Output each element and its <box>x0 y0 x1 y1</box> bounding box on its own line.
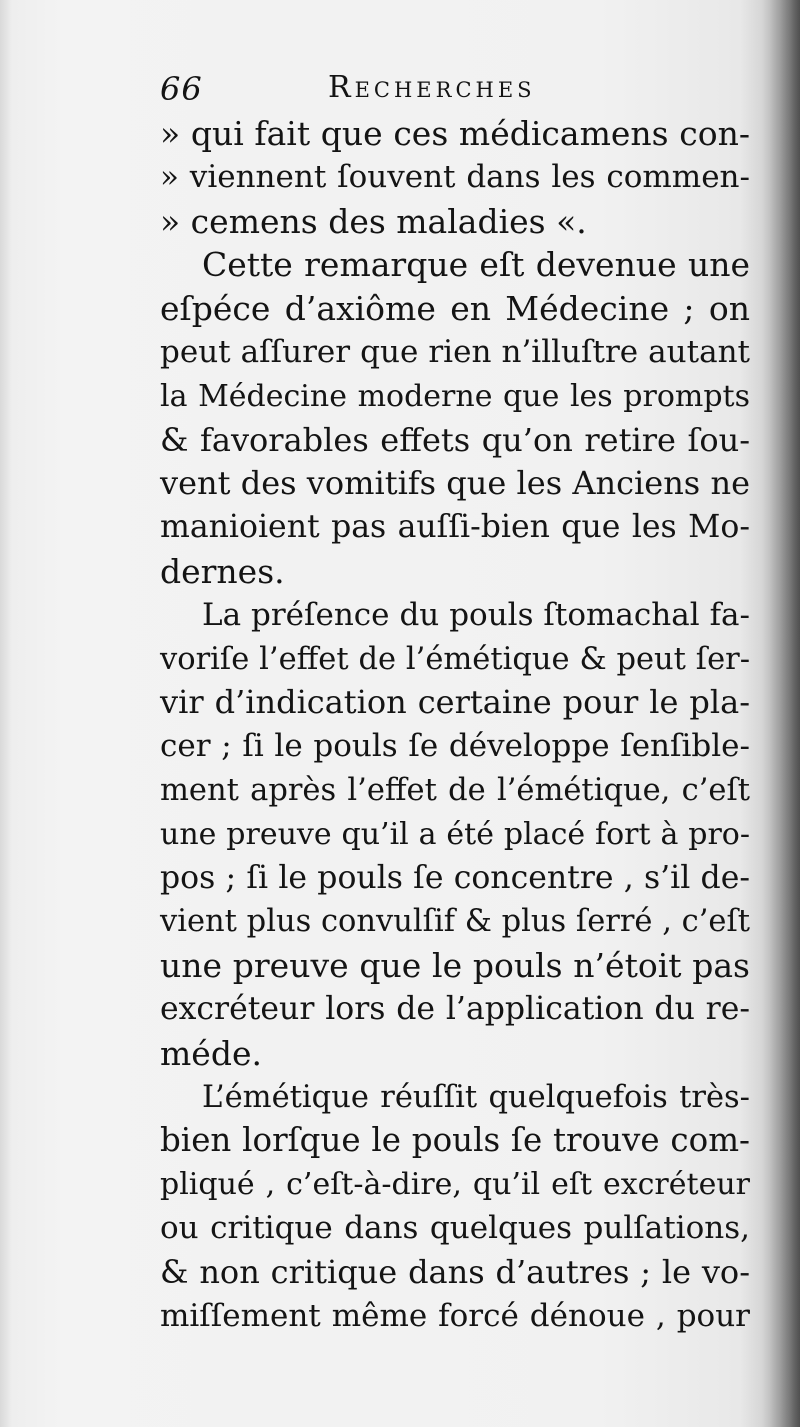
text-line: peut aſſurer que rien n’illuſtre autant <box>160 333 750 370</box>
paragraph-start-line: Cette remarque eſt devenue une <box>202 245 750 285</box>
body-text <box>160 112 750 1338</box>
text-line: manioient pas auſſi-bien que les Mo- <box>160 509 750 546</box>
text-line: une preuve qu’il a été placé fort à pro- <box>160 816 750 852</box>
page-number: 66 <box>160 70 203 108</box>
text-line: excréteur lors de l’application du re- <box>160 990 750 1027</box>
running-head <box>160 66 750 116</box>
text-line: pliqué , c’eſt-à-dire, qu’il eſt excréteur <box>160 1167 750 1203</box>
text-line: pos ; ſi le pouls ſe concentre , s’il de- <box>160 859 750 896</box>
text-line: une preuve que le pouls n’étoit pas <box>160 946 750 986</box>
text-line: & favorables effets qu’on retire ſou- <box>160 420 750 459</box>
text-line: miſſement même forcé dénoue , pour <box>160 1297 750 1334</box>
page-gutter-shadow <box>762 0 800 1427</box>
text-line: bien lorſque le pouls ſe trouve com- <box>160 1121 750 1160</box>
running-title: Recherches <box>328 70 536 105</box>
text-line: vir d’indication certaine pour le pla- <box>160 683 750 722</box>
text-line: méde. <box>160 1033 262 1073</box>
text-line: » cemens des maladies «. <box>160 201 587 241</box>
text-line: ment après l’effet de l’émétique, c’eſt <box>160 772 750 808</box>
text-line: dernes. <box>160 551 285 591</box>
text-line: vent des vomitifs que les Anciens ne <box>160 464 750 503</box>
text-line: voriſe l’effet de l’émétique & peut ſer- <box>160 641 750 677</box>
text-line: eſpéce d’axiôme en Médecine ; on <box>160 289 750 329</box>
paragraph-start-line: La préſence du pouls ſtomachal fa- <box>202 596 750 633</box>
text-line: & non critique dans d’autres ; le vo- <box>160 1252 750 1291</box>
text-line: la Médecine moderne que les prompts <box>160 378 750 414</box>
text-line: vient plus convulſif & plus ſerré , c’eſt <box>160 904 750 940</box>
text-line: » viennent ſouvent dans les commen- <box>160 158 750 195</box>
paragraph-start-line: L’émétique réuſſit quelquefois très- <box>202 1079 750 1115</box>
text-line: » qui fait que ces médicamens con- <box>160 114 750 153</box>
text-line: ou critique dans quelques pulſations, <box>160 1209 750 1246</box>
text-line: cer ; ſi le pouls ſe développe ſenſible- <box>160 728 750 765</box>
